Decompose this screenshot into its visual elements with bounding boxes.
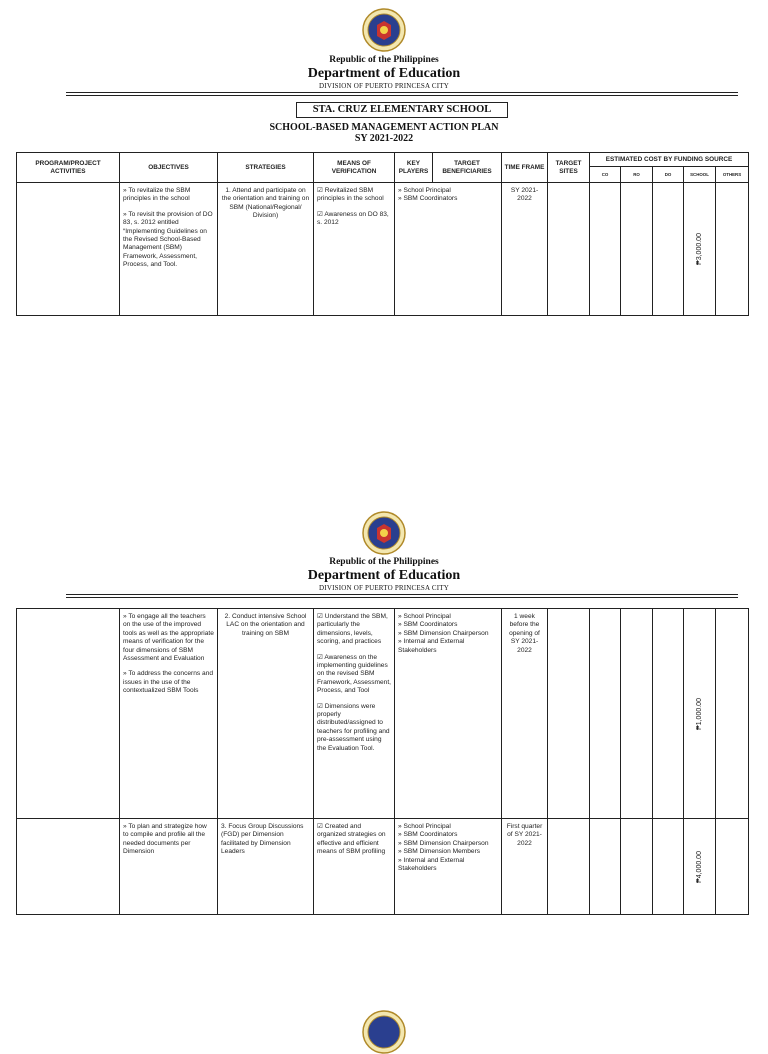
header-rule <box>66 92 738 93</box>
col-do: DO <box>653 167 684 183</box>
col-program: PROGRAM/PROJECT ACTIVITIES <box>17 153 120 183</box>
action-plan-table <box>16 152 749 316</box>
col-strategies: STRATEGIES <box>218 153 314 183</box>
col-objectives: OBJECTIVES <box>120 153 218 183</box>
header-rule <box>66 594 738 595</box>
program-cell <box>17 183 120 316</box>
means-cell <box>314 609 395 819</box>
means-item: ☑ Revitalized SBM principles in the school <box>317 187 384 203</box>
objective-item: » To revitalize the SBM principles in the school <box>123 187 191 203</box>
others-cell <box>716 183 749 316</box>
col-beneficiaries: TARGET BENEFICIARIES <box>433 153 502 183</box>
col-co: CO <box>590 167 621 183</box>
school-year: SY 2021-2022 <box>354 133 414 144</box>
division-label: DIVISION OF PUERTO PRINCESA CITY <box>319 584 449 592</box>
col-school: SCHOOL <box>684 167 716 183</box>
key-players-cell: » School Principal » SBM Coordinators » SBM Dimension Chairperson » SBM Dimension Members » Internal and External Stakeholders <box>395 819 502 915</box>
header-rule-thin <box>66 95 738 96</box>
department-title: Department of Education <box>307 66 461 81</box>
objective-item: » To plan and strategize how to compile and profile all the needed documents per Dimension <box>123 823 207 856</box>
plan-title: SCHOOL-BASED MANAGEMENT ACTION PLAN <box>269 122 499 133</box>
table-row <box>17 819 749 915</box>
ro-cell <box>621 819 653 915</box>
col-time-frame: TIME FRAME <box>502 153 548 183</box>
school-cost-cell <box>684 609 716 819</box>
co-cell <box>590 609 621 819</box>
means-item: ☑ Awareness on DO 83, s. 2012 <box>317 210 389 227</box>
cost-value: ₱4,000.00 <box>695 850 703 883</box>
do-cell <box>653 819 684 915</box>
do-cell <box>653 609 684 819</box>
school-name: STA. CRUZ ELEMENTARY SCHOOL <box>296 102 508 118</box>
header-rule-thin <box>66 597 738 598</box>
col-ro: RO <box>621 167 653 183</box>
time-frame-cell: 1 week before the opening of SY 2021-2022 <box>502 609 548 819</box>
department-title: Department of Education <box>307 568 461 583</box>
others-cell <box>716 609 749 819</box>
objective-item: » To address the concerns and issues in the use of the contextualized SBM Tools <box>123 670 214 695</box>
strategies-cell: 3. Focus Group Discussions (FGD) per Dimension facilitated by Dimension Leaders <box>218 819 314 915</box>
deped-seal-icon <box>362 1010 406 1054</box>
col-key-players: KEY PLAYERS <box>395 153 433 183</box>
republic-label: Republic of the Philippines <box>329 557 439 567</box>
means-cell <box>314 819 395 915</box>
co-cell <box>590 819 621 915</box>
objective-item: » To revisit the provision of DO 83, s. 2012 entitled “Implementing Guidelines on the Revised School-Based Management (SBM) Framework, Assessment, Process, and Tool. <box>123 210 213 269</box>
target-sites-cell <box>548 609 590 819</box>
objectives-cell <box>120 183 218 316</box>
table-row <box>17 183 749 316</box>
col-others: OTHERS <box>716 167 749 183</box>
ro-cell <box>621 183 653 316</box>
action-plan-table-continued <box>16 608 749 915</box>
table-row <box>17 609 749 819</box>
strategies-cell: 2. Conduct intensive School LAC on the orientation and training on SBM <box>218 609 314 819</box>
do-cell <box>653 183 684 316</box>
ro-cell <box>621 609 653 819</box>
col-target-sites: TARGET SITES <box>548 153 590 183</box>
deped-seal-icon <box>362 8 406 52</box>
target-sites-cell <box>548 819 590 915</box>
school-cost-cell <box>684 819 716 915</box>
col-means: MEANS OF VERIFICATION <box>314 153 395 183</box>
time-frame-cell: SY 2021-2022 <box>502 183 548 316</box>
objectives-cell <box>120 609 218 819</box>
key-players-cell: » School Principal » SBM Coordinators » SBM Dimension Chairperson » Internal and External Stakeholders <box>395 609 502 819</box>
program-cell <box>17 609 120 819</box>
col-estimated-cost: ESTIMATED COST BY FUNDING SOURCE <box>590 153 749 167</box>
co-cell <box>590 183 621 316</box>
key-players-cell: » School Principal » SBM Coordinators <box>395 183 502 316</box>
time-frame-cell: First quarter of SY 2021-2022 <box>502 819 548 915</box>
cost-value: ₱3,000.00 <box>695 233 703 265</box>
means-item: ☑ Understand the SBM, particularly the dimensions, levels, scoring, and practices <box>317 613 388 646</box>
means-cell <box>314 183 395 316</box>
strategies-cell: 1. Attend and participate on the orientation and training on SBM (National/Regional/ Division) <box>218 183 314 316</box>
cost-value: ₱1,000.00 <box>695 697 703 730</box>
means-item: ☑ Awareness on the implementing guidelines on the revised SBM Framework, Assessment, Process, and Tool <box>317 653 392 695</box>
objective-item: » To engage all the teachers on the use of the improved tools as well as the appropriate means of verification for the four dimensions of SBM Assessment and Evaluation <box>123 613 214 663</box>
program-cell <box>17 819 120 915</box>
target-sites-cell <box>548 183 590 316</box>
division-label: DIVISION OF PUERTO PRINCESA CITY <box>319 82 449 90</box>
means-item: ☑ Dimensions were properly distributed/assigned to teachers for profiling and pre-assessment using the Evaluation Tool. <box>317 702 390 752</box>
means-item: ☑ Created and organized strategies on effective and efficient means of SBM profiling <box>317 823 386 856</box>
deped-seal-icon <box>362 511 406 555</box>
school-cost-cell <box>684 183 716 316</box>
objectives-cell <box>120 819 218 915</box>
others-cell <box>716 819 749 915</box>
republic-label: Republic of the Philippines <box>329 55 439 65</box>
